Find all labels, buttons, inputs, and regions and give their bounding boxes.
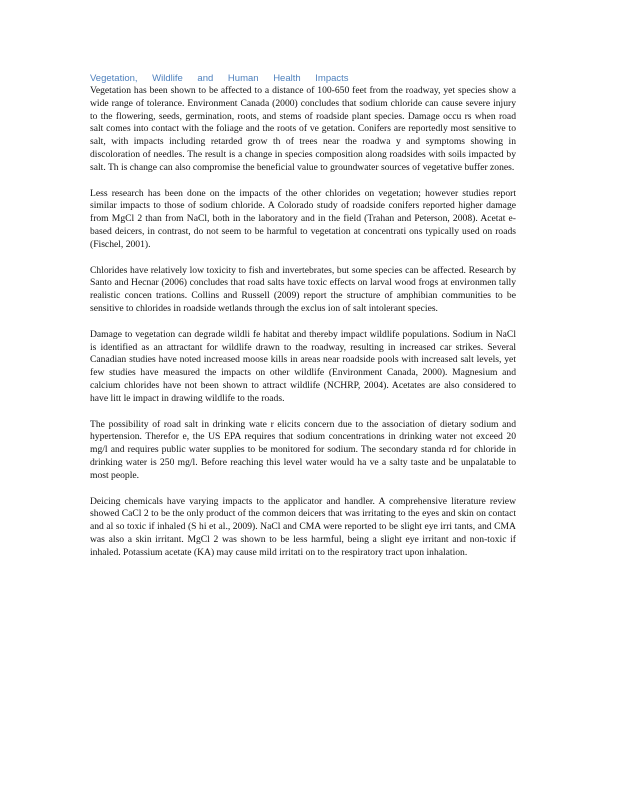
document-page (90, 72, 516, 573)
paragraph-other-chlorides: Less research has been done on the impacts of the other chlorides on vegetation; however studies report similar impacts to those of sodium chloride. A Colorado study of roadside conifers reported higher damage from MgCl 2 than from NaCl, both in the laboratory and in the field (Trahan and Peterson, 2008). Acetat e-based deicers, in contrast, do not seem to be harmful to vegetation at concentrati ons typically used on roads (Fischel, 2001). (90, 187, 516, 250)
paragraph-wildlife: Damage to vegetation can degrade wildli fe habitat and thereby impact wildlife populations. Sodium in NaCl is identified as an attractant for wildlife drawn to the roadway, resulting in increased car strikes. Several Canadian studies have noted increased moose kills in areas near roadside pools with increased salt levels, yet few studies have measured the impacts on other wildlife (Environment Canada, 2000). Magnesium and calcium chlorides have not been shown to attract wildlife (NCHRP, 2004). Acetates are also considered to have litt le impact in drawing wildlife to the roads. (90, 328, 516, 404)
paragraph-human-handling: Deicing chemicals have varying impacts to the applicator and handler. A comprehensive literature review showed CaCl 2 to be the only product of the common deicers that was irritating to the eyes and skin on contact and al so toxic if inhaled (S hi et al., 2009). NaCl and CMA were reported to be slight eye irri tants, and CMA was also a skin irritant. MgCl 2 was shown to be less harmful, being a slight eye irritant and non-toxic if inhaled. Potassium acetate (KA) may cause mild irritati on to the respiratory tract upon inhalation. (90, 495, 516, 558)
paragraph-drinking-water: The possibility of road salt in drinking wate r elicits concern due to the association of dietary sodium and hypertension. Therefor e, the US EPA requires that sodium concentrations in drinking water not exceed 20 mg/l and requires public water supplies to be monitored for sodium. The secondary standa rd for chloride in drinking water is 250 mg/l. Before reaching this level water would ha ve a salty taste and be unpalatable to most people. (90, 418, 516, 481)
paragraph-vegetation: Vegetation has been shown to be affected to a distance of 100-650 feet from the roadway, yet species show a wide range of tolerance. Environment Canada (2000) concludes that sodium chloride can cause severe injury to the flowering, seeds, germination, roots, and stems of roadside plant species. Damage occu rs when road salt comes into contact with the foliage and the roots of ve getation. Conifers are reportedly most sensitive to salt, with impacts including retarded grow th of trees near the roadwa y and symptoms showing in discoloration of needles. The result is a change in species composition along roadsides with soils impacted by salt. Th is change can also compromise the beneficial value to groundwater sources of vegetative buffer zones. (90, 85, 516, 173)
paragraph-aquatic-toxicity: Chlorides have relatively low toxicity to fish and invertebrates, but some species can be affected. Research by Santo and Hecnar (2006) concludes that road salts have toxic effects on larval wood frogs at environmen tally realistic concen trations. Collins and Russell (2009) report the structure of amphibian communities to be sensitive to chlorides in roadside wetlands through the exclus ion of salt intolerant species. (90, 264, 516, 314)
section-heading: Vegetation, Wildlife and Human Health Impacts (90, 73, 349, 84)
